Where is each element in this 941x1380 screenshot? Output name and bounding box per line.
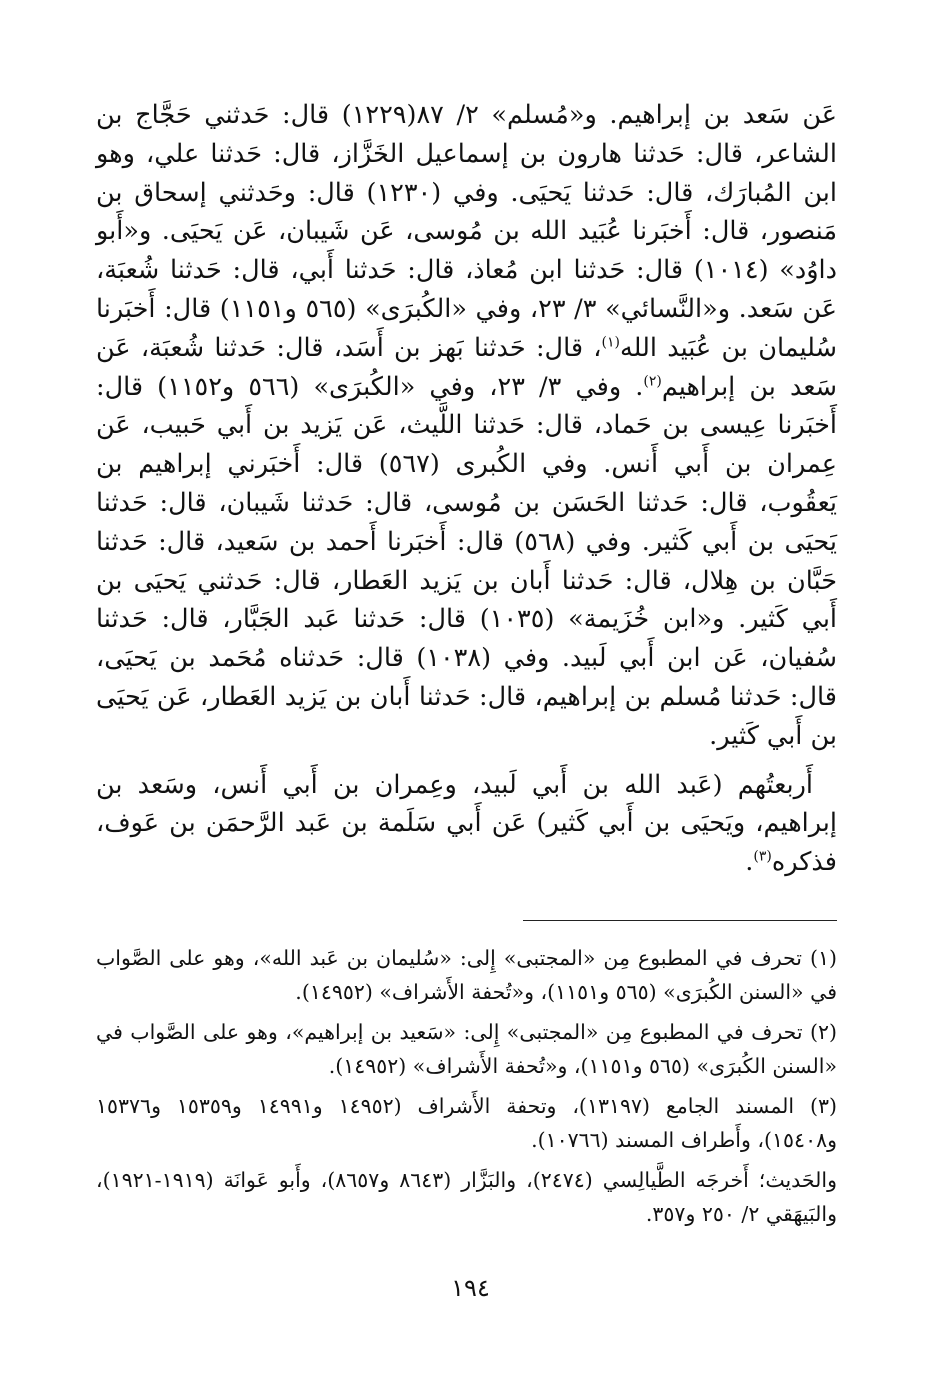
main-text <box>96 96 837 882</box>
footnote-ref-3: (٣) <box>753 848 772 865</box>
main-paragraph-1 <box>96 96 837 756</box>
main-text-segment: عَن سَعد بن إبراهيم. و«مُسلم» ٢/ ٨٧(١٢٢٩) قال: حَدثني حَجَّاج بن الشاعر، قال: حَدثنا هارون بن إسماعيل الخَزَّاز، قال: حَدثنا علي، وهو ابن المُبارَك، قال: حَدثنا يَحيَى. وفي (١٢٣٠) قال: وحَدثني إسحاق بن مَنصور، قال: أَخبَرنا عُبَيد الله بن مُوسى، عَن شَيبان، عَن يَحيَى. و«أَبو داوُد» (١٠١٤) قال: حَدثنا ابن مُعاذ، قال: حَدثنا أَبي، قال: حَدثنا شُعبَة، عَن سَعد. و«النَّسائي» ٣/ ٢٣، وفي «الكُبرَى» (٥٦٥ و١١٥١) قال: أَخبَرنا سُليمان بن عُبَيد الله <box>96 100 838 363</box>
footnote-hadith-sources: والحَديث؛ أَخرجَه الطَّيالِسي (٢٤٧٤)، والبَزَّار (٨٦٤٣ و٨٦٥٧)، وأَبو عَوانَة (١٩١٩-١٩٢١)، والبَيهَقي ٢/ ٢٥٠ و٣٥٧. <box>96 1167 837 1226</box>
footnote-3: (٣) المسند الجامع (١٣١٩٧)، وتحفة الأَشراف (١٤٩٥٢ و١٤٩٩١ و١٥٣٥٩ و١٥٣٧٦ و١٥٤٠٨)، وأَطراف المسند (١٠٧٦٦). <box>96 1093 838 1152</box>
main-text-segment: . وفي ٣/ ٢٣، وفي «الكُبرَى» (٥٦٦ و١١٥٢) قال: أَخبَرنا عِيسى بن حَماد، قال: حَدثنا اللَّيث، عَن يَزيد بن أَبي حَبيب، عَن عِمران بن أَبي أَنس. وفي الكُبرى (٥٦٧) قال: أَخبَرني إبراهيم بن يَعقُوب، قال: حَدثنا الحَسَن بن مُوسى، قال: حَدثنا شَيبان، قال: حَدثنا يَحيَى بن أَبي كَثير. وفي (٥٦٨) قال: أَخبَرنا أَحمد بن سَعيد، قال: حَدثنا حَبَّان بن هِلال، قال: حَدثنا أَبان بن يَزيد العَطار، قال: حَدثني يَحيَى بن أَبي كَثير. و«ابن خُزَيمة» (١٠٣٥) قال: حَدثنا عَبد الجَبَّار، قال: حَدثنا سُفيان، عَن ابن أَبي لَبيد. وفي (١٠٣٨) قال: حَدثناه مُحَمد بن يَحيَى، قال: حَدثنا مُسلم بن إبراهيم، قال: حَدثنا أَبان بن يَزيد العَطار، عَن يَحيَى بن أَبي كَثير. <box>96 371 838 751</box>
main-text-segment: أَربعتُهم (عَبد الله بن أَبي لَبيد، وعِمران بن أَبي أَنس، وسَعد بن إبراهيم، ويَحيَى بن أَبي كَثير) عَن أَبي سَلَمة بن عَبد الرَّحمَن بن عَوف، فذكره <box>96 769 837 878</box>
page-number: ١٩٤ <box>451 1274 490 1302</box>
footnote-1: (١) تحرف في المطبوع مِن «المجتبى» إِلى: «سُليمان بن عَبد الله»، وهو على الصَّواب في «السنن الكُبرَى» (٥٦٥ و١١٥١)، و«تُحفة الأَشراف» (١٤٩٥٢). <box>96 945 837 1004</box>
main-paragraph-2 <box>96 766 837 882</box>
footnote-divider <box>523 920 837 921</box>
footnote-2: (٢) تحرف في المطبوع مِن «المجتبى» إِلى: «سَعيد بن إبراهيم»، وهو على الصَّواب في «السنن الكُبرَى» (٥٦٥ و١١٥١)، و«تُحفة الأَشراف» (١٤٩٥٢). <box>96 1019 837 1078</box>
footnote-ref-2: (٢) <box>643 373 662 390</box>
footnote-ref-1: (١) <box>601 334 620 351</box>
footnotes <box>96 941 837 1231</box>
main-text-end: . <box>745 847 754 878</box>
main-text-segment: ، قال: حَدثنا بَهز بن أَسَد، قال: حَدثنا شُعبَة، عَن سَعد بن إبراهيم <box>96 332 838 402</box>
